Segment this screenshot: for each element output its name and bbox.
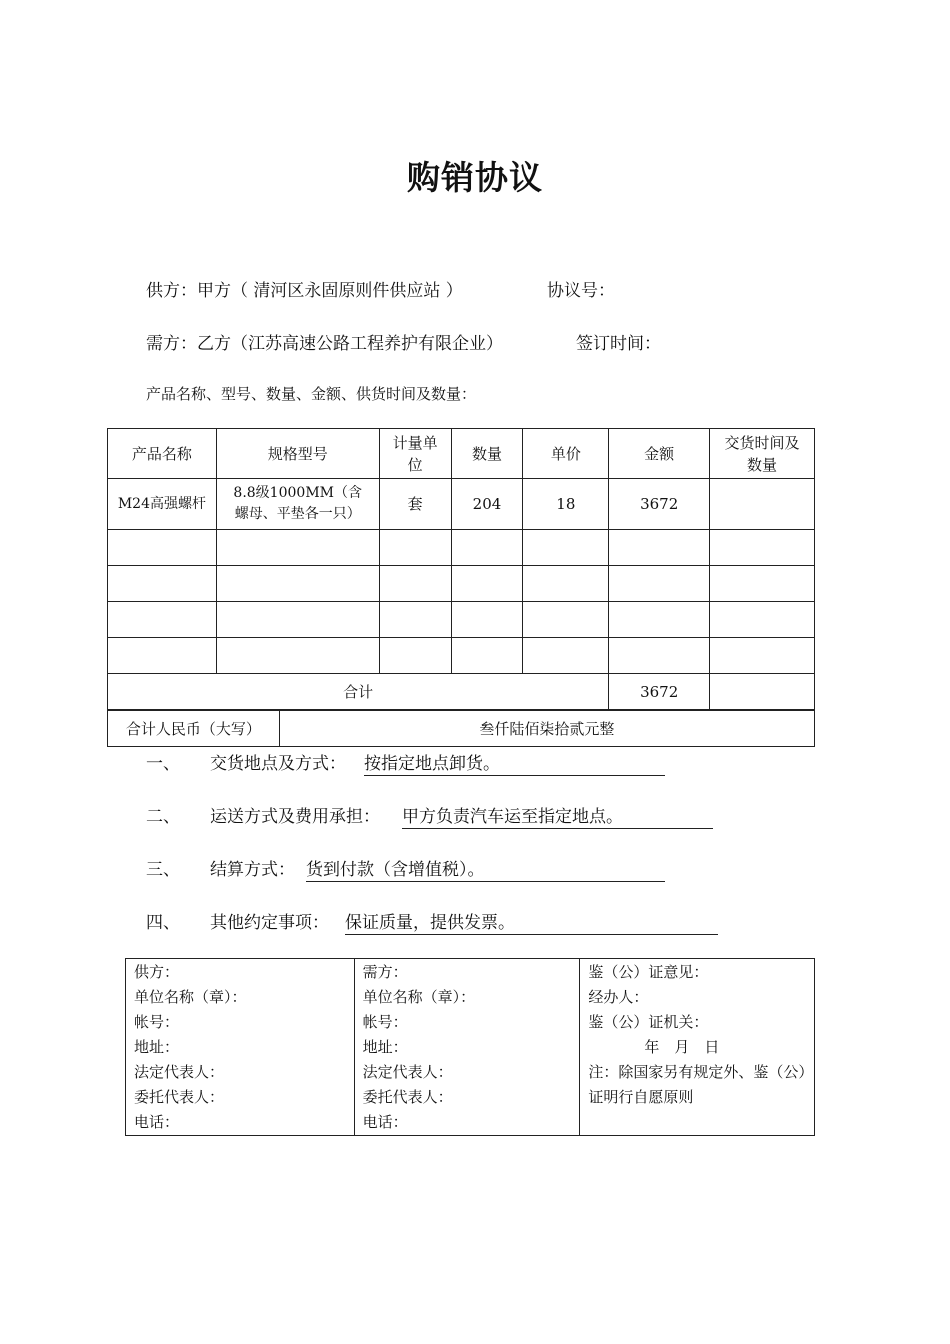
supplier-label: 供方： (146, 281, 197, 301)
table-header-row (108, 429, 815, 479)
sig-supplier-title: 供方： (134, 963, 180, 981)
header-product-name: 产品名称 (108, 429, 217, 479)
buyer-label: 需方： (146, 334, 197, 354)
rmb-label: 合计人民币（大写） (108, 711, 280, 747)
clause-value: 按指定地点卸货。 (364, 749, 665, 776)
cell-unit: 套 (379, 479, 451, 530)
clause-value: 保证质量，提供发票。 (345, 908, 718, 935)
sig-buyer-agent: 委托代表人： (362, 1088, 453, 1106)
sig-buyer-legal-rep: 法定代表人： (362, 1063, 453, 1081)
clause-value: 货到付款（含增值税）。 (306, 855, 665, 882)
signing-time-label: 签订时间： (576, 334, 661, 354)
supplier-line (146, 276, 463, 301)
document-title: 购销协议 (407, 158, 543, 197)
total-row (108, 674, 815, 710)
signature-table (125, 958, 815, 1136)
header-spec: 规格型号 (216, 429, 379, 479)
total-amount: 3672 (609, 674, 710, 710)
clause-label: 结算方式： (210, 860, 295, 880)
buyer-signature-block (354, 959, 580, 1136)
rmb-value: 叁仟陆佰柒拾贰元整 (279, 711, 814, 747)
table-row (108, 530, 815, 566)
notary-opinion: 鉴（公）证意见： (588, 963, 709, 981)
product-table (107, 428, 815, 710)
clause-label: 交货地点及方式： (210, 754, 346, 774)
sig-buyer-phone: 电话： (362, 1113, 408, 1131)
clause-number: 二、 (146, 807, 180, 827)
notary-block (580, 959, 815, 1136)
cell-delivery (710, 479, 815, 530)
supplier-value: 甲方（ 清河区永固原则件供应站 ） (197, 281, 463, 301)
notary-handler: 经办人： (588, 988, 649, 1006)
sig-supplier-address: 地址： (134, 1038, 180, 1056)
sig-supplier-unit-name: 单位名称（章）： (134, 988, 247, 1006)
sig-supplier-account: 帐号： (134, 1013, 180, 1031)
clause-number: 三、 (146, 860, 180, 880)
buyer-line (146, 329, 503, 354)
cell-spec: 8.8级1000MM（含螺母、平垫各一只） (216, 479, 379, 530)
table-row (108, 602, 815, 638)
buyer-value: 乙方（江苏高速公路工程养护有限企业） (197, 334, 503, 354)
clause-number: 四、 (146, 913, 180, 933)
sig-supplier-agent: 委托代表人： (134, 1088, 225, 1106)
header-quantity: 数量 (451, 429, 523, 479)
notary-date: 年 月 日 (644, 1038, 720, 1056)
table-row (108, 479, 815, 530)
header-delivery: 交货时间及数量 (710, 429, 815, 479)
clause-label: 运送方式及费用承担： (210, 807, 380, 827)
table-row (108, 638, 815, 674)
rmb-total-table (107, 710, 815, 747)
sig-buyer-unit-name: 单位名称（章）： (362, 988, 476, 1006)
sig-buyer-address: 地址： (362, 1038, 408, 1056)
cell-unit-price: 18 (523, 479, 609, 530)
sig-supplier-legal-rep: 法定代表人： (134, 1063, 225, 1081)
cell-amount: 3672 (609, 479, 710, 530)
sig-buyer-title: 需方： (362, 963, 408, 981)
clause-value: 甲方负责汽车运至指定地点。 (402, 802, 713, 829)
sig-buyer-account: 帐号： (362, 1013, 408, 1031)
cell-product-name: M24高强螺杆 (108, 479, 217, 530)
total-label: 合计 (108, 674, 609, 710)
table-row (108, 566, 815, 602)
clause-label: 其他约定事项： (210, 913, 329, 933)
notary-office: 鉴（公）证机关： (588, 1013, 709, 1031)
total-delivery (710, 674, 815, 710)
notary-note: 注：除国家另有规定外、鉴（公）证明行自愿原则 (588, 1063, 806, 1106)
products-intro: 产品名称、型号、数量、金额、供货时间及数量： (146, 385, 477, 403)
supplier-signature-block (126, 959, 355, 1136)
cell-quantity: 204 (451, 479, 523, 530)
header-amount: 金额 (609, 429, 710, 479)
header-unit: 计量单位 (379, 429, 451, 479)
clause-number: 一、 (146, 754, 180, 774)
sig-supplier-phone: 电话： (134, 1113, 180, 1131)
agreement-no-label: 协议号： (547, 281, 615, 301)
header-unit-price: 单价 (523, 429, 609, 479)
